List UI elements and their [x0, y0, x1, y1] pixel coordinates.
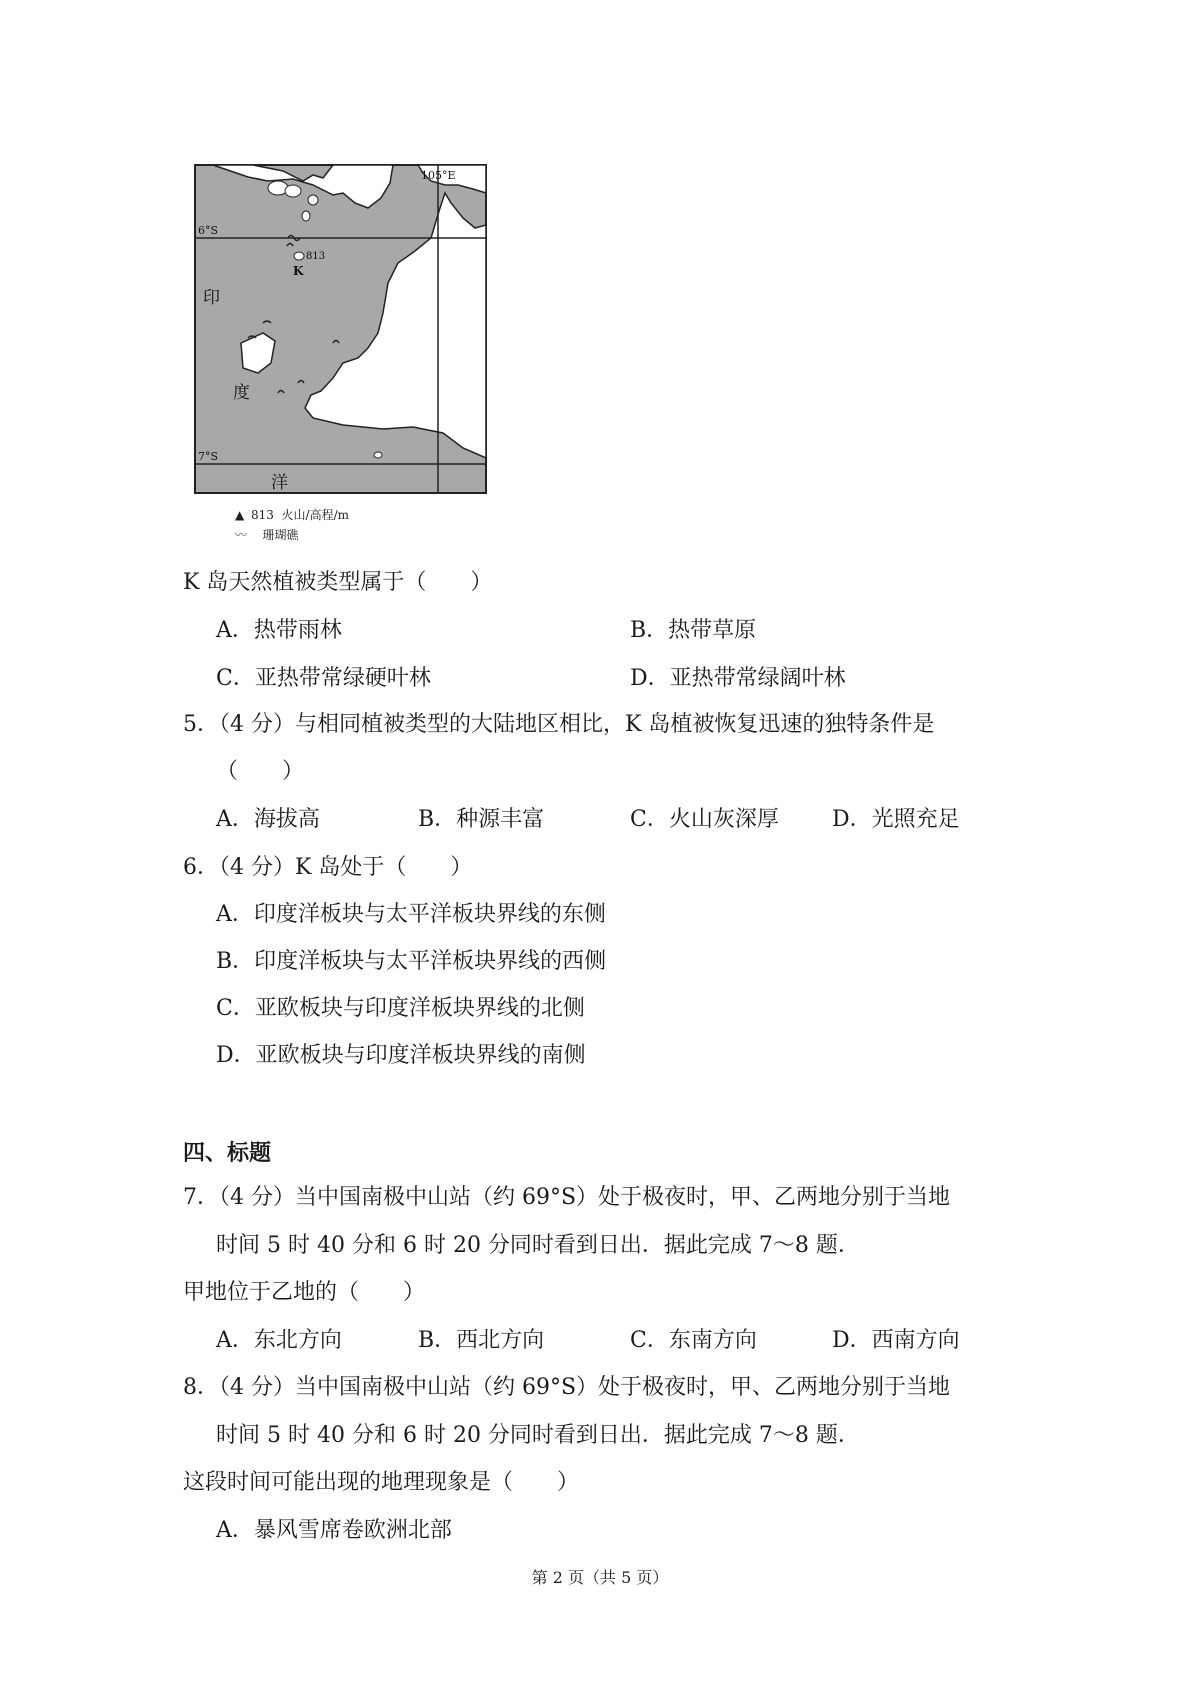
- meridian-label: 105°E: [421, 169, 456, 182]
- q6-option-b: B．印度洋板块与太平洋板块界线的西侧: [216, 949, 607, 974]
- page-footer: 第 2 页（共 5 页）: [531, 1568, 669, 1587]
- q5-option-d: D．光照充足: [832, 807, 960, 832]
- q4-option-d: D．亚热带常绿阔叶林: [630, 666, 846, 691]
- q8-option-a: A．暴风雪席卷欧洲北部: [216, 1518, 452, 1543]
- coral-reef-icon: 〰: [235, 528, 248, 542]
- islet: [285, 185, 301, 197]
- q6-option-c: C．亚欧板块与印度洋板块界线的北侧: [216, 996, 585, 1021]
- map-figure: [193, 163, 488, 495]
- q5-stem-cont: （ ）: [216, 759, 305, 784]
- section-title: 四、标题: [183, 1141, 272, 1166]
- islet: [308, 195, 318, 205]
- q7-option-d: D．西南方向: [832, 1328, 960, 1353]
- islet: [374, 452, 382, 458]
- q8-stem-cont: 时间 5 时 40 分和 6 时 20 分同时看到日出．据此完成 7～8 题．: [216, 1423, 860, 1448]
- q4-option-b: B．热带草原: [630, 618, 757, 643]
- q8-sub: 这段时间可能出现的地理现象是（ ）: [183, 1470, 580, 1495]
- q4-option-c: C．亚热带常绿硬叶林: [216, 666, 431, 691]
- q7-stem: 7．（4 分）当中国南极中山站（约 69°S）处于极夜时，甲、乙两地分别于当地: [183, 1185, 951, 1210]
- ocean-label-3: 洋: [271, 473, 288, 493]
- ocean-label-1: 印: [203, 288, 220, 308]
- q5-stem: 5．（4 分）与相同植被类型的大陆地区相比，K 岛植被恢复迅速的独特条件是: [183, 712, 935, 737]
- q7-sub: 甲地位于乙地的（ ）: [183, 1280, 426, 1305]
- q7-stem-cont: 时间 5 时 40 分和 6 时 20 分同时看到日出．据此完成 7～8 题．: [216, 1233, 860, 1258]
- q7-option-c: C．东南方向: [630, 1328, 757, 1353]
- q5-option-a: A．海拔高: [216, 807, 320, 832]
- q6-option-a: A．印度洋板块与太平洋板块界线的东侧: [216, 902, 606, 927]
- lat-bottom-label: 7°S: [198, 450, 219, 463]
- q7-option-a: A．东北方向: [216, 1328, 342, 1353]
- k-island: [294, 252, 304, 260]
- ocean-label-2: 度: [233, 383, 250, 403]
- map-legend: [235, 505, 349, 545]
- q4-stem: K 岛天然植被类型属于（ ）: [183, 570, 493, 595]
- volcano-elevation-label: 813: [306, 251, 326, 262]
- q7-option-b: B．西北方向: [418, 1328, 545, 1353]
- lat-top-label: 6°S: [198, 224, 219, 237]
- k-island-label: K: [293, 264, 304, 278]
- q8-stem: 8．（4 分）当中国南极中山站（约 69°S）处于极夜时，甲、乙两地分别于当地: [183, 1375, 951, 1400]
- q6-option-d: D．亚欧板块与印度洋板块界线的南侧: [216, 1043, 586, 1068]
- volcano-icon: ▲: [235, 508, 245, 522]
- legend-volcano: ▲ 813 火山/高程/m: [235, 505, 349, 525]
- islet: [302, 211, 310, 221]
- q6-stem: 6．（4 分）K 岛处于（ ）: [183, 855, 473, 880]
- q5-option-c: C．火山灰深厚: [630, 807, 779, 832]
- q5-option-b: B．种源丰富: [418, 807, 545, 832]
- q4-option-a: A．热带雨林: [216, 618, 342, 643]
- legend-coral: 〰 珊瑚礁: [235, 525, 349, 545]
